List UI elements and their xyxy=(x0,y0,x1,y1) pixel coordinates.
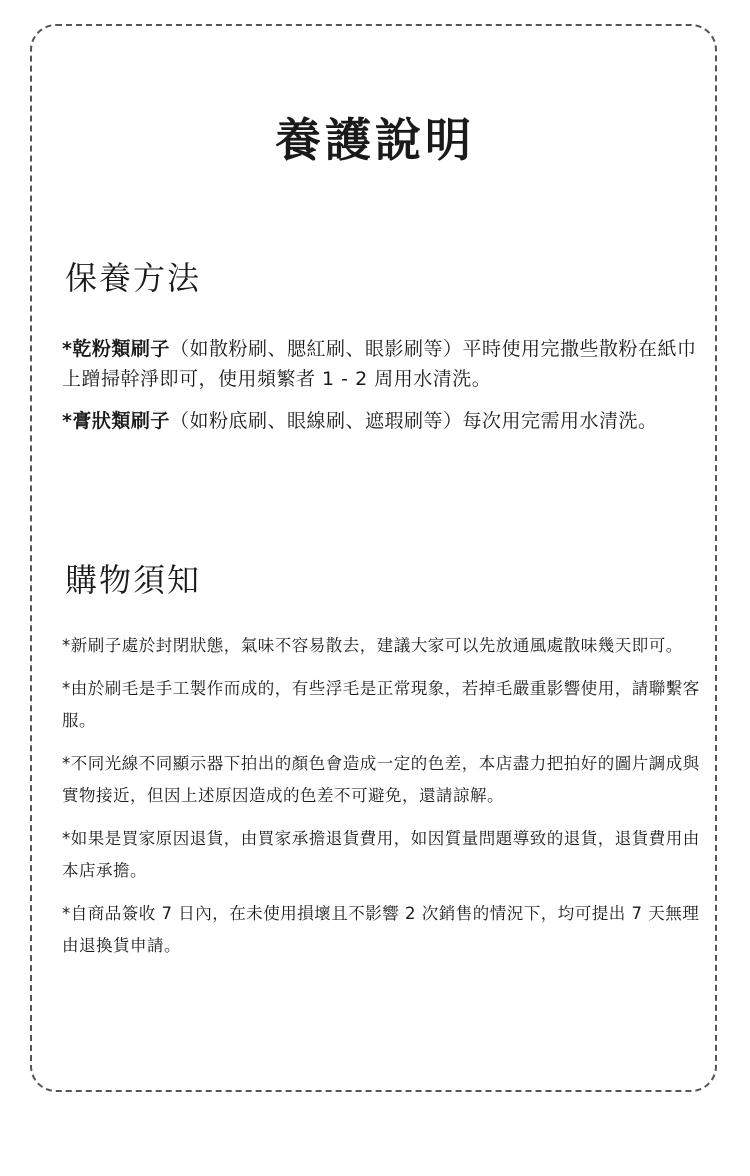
care-item-cream-brushes xyxy=(62,406,712,436)
care-item-text: （如粉底刷、眼線刷、遮瑕刷等）每次用完需用水清洗。 xyxy=(169,410,658,432)
care-method-list xyxy=(62,334,712,448)
shopping-notice-item: *自商品簽收 7 日內，在未使用損壞且不影響 2 次銷售的情況下，均可提出 7 天無理由退換貨申請。 xyxy=(62,904,700,955)
shopping-notice-item: *新刷子處於封閉狀態，氣味不容易散去，建議大家可以先放通風處散味幾天即可。 xyxy=(62,636,683,655)
care-item-dry-powder-brushes xyxy=(62,334,712,394)
shopping-notice-item: *如果是買家原因退貨，由買家承擔退貨費用，如因質量問題導致的退貨，退貨費用由本店承擔。 xyxy=(62,829,700,880)
care-method-heading: 保養方法 xyxy=(65,259,202,297)
shopping-notice-list xyxy=(62,630,702,973)
care-item-text: （如散粉刷、腮紅刷、眼影刷等）平時使用完撒些散粉在紙巾上蹭掃幹淨即可，使用頻繁者 1 - 2 周用水清洗。 xyxy=(62,338,697,390)
care-item-label: *膏狀類刷子 xyxy=(62,410,170,432)
shopping-notice-heading: 購物須知 xyxy=(65,561,202,599)
shopping-notice-item: *不同光線不同顯示器下拍出的顏色會造成一定的色差，本店盡力把拍好的圖片調成與實物接近，但因上述原因造成的色差不可避免，還請諒解。 xyxy=(62,754,700,805)
shopping-notice-item: *由於刷毛是手工製作而成的，有些浮毛是正常現象，若掉毛嚴重影響使用，請聯繫客服。 xyxy=(62,679,700,730)
page-title: 養護說明 xyxy=(275,113,475,167)
care-item-label: *乾粉類刷子 xyxy=(62,338,170,360)
